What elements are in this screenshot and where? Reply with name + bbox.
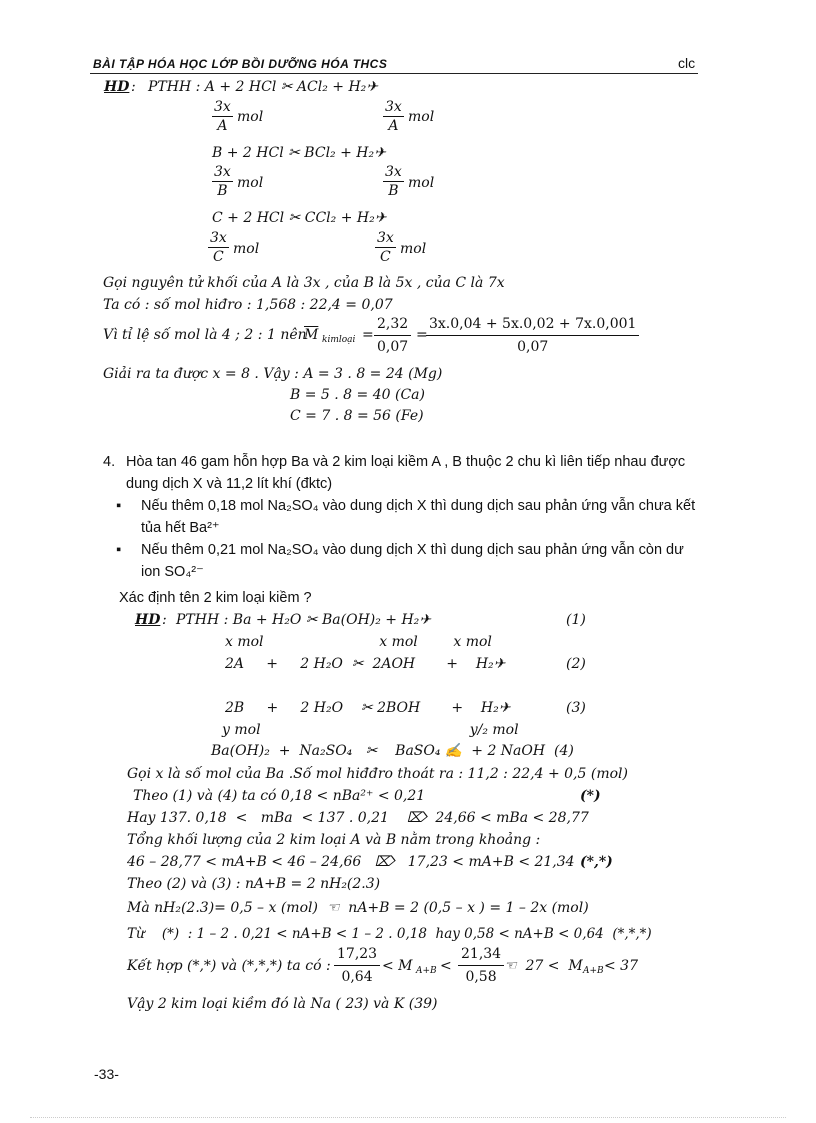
reaction-number: (3): [566, 700, 586, 716]
header-title: BÀI TẬP HÓA HỌC LỚP BỒI DƯỠNG HÓA THCS: [93, 57, 388, 71]
question-text: dung dịch X và 11,2 lít khí (đktc): [126, 476, 333, 492]
text-line: Gọi x là số mol của Ba .Số mol hiđđro thoát ra : 11,2 : 22,4 + 0,5 (mol): [127, 766, 628, 782]
hd-colon-1: :: [131, 79, 136, 95]
hd-colon-2: :: [162, 612, 167, 628]
hd-label-1: HD: [104, 79, 130, 95]
fraction-c-right: $\frac{3x}{C}$: [377, 230, 394, 265]
equals-sign: =: [362, 327, 374, 343]
text-line: Hay 137. 0,18 < mBa < 137 . 0,21 ⌦ 24,66 < mBa < 28,77: [127, 810, 589, 826]
fraction-b-left: $\frac{3x}{B}$: [214, 164, 231, 199]
reaction-3: 2B + 2 H₂O ✂ 2BOH + H₂✈: [225, 700, 511, 716]
hd-label-2: HD: [135, 612, 161, 628]
reaction-moles: y mol y/₂ mol: [222, 722, 519, 738]
bullet-icon: ▪: [116, 542, 122, 558]
m-bar: $\overline{M}$: [304, 327, 319, 343]
equation-a: PTHH : A + 2 HCl ✂ ACl₂ + H₂✈: [148, 79, 379, 95]
page-edge: [30, 1117, 786, 1118]
fraction-a-left: $\frac{3x}{A}$: [214, 99, 231, 134]
mol-unit: mol: [233, 241, 260, 257]
mol-unit: mol: [408, 175, 435, 191]
reaction-2: 2A + 2 H₂O ✂ 2AOH + H₂✈: [225, 656, 506, 672]
question-ask: Xác định tên 2 kim loại kiềm ?: [119, 590, 312, 606]
equation-b: B + 2 HCl ✂ BCl₂ + H₂✈: [212, 145, 386, 161]
mark: (*,*): [580, 854, 613, 870]
bullet-text: Nếu thêm 0,21 mol Na₂SO₄ vào dung dịch X thì dung dịch sau phản ứng vẫn còn dư: [141, 542, 684, 558]
fraction-b-right: $\frac{3x}{B}$: [385, 164, 402, 199]
mol-unit: mol: [237, 175, 264, 191]
conclusion: Vậy 2 kim loại kiềm đó là Na ( 23) và K (39): [127, 996, 438, 1012]
mol-unit: mol: [408, 109, 435, 125]
mol-unit: mol: [400, 241, 427, 257]
mark: (*): [580, 788, 601, 804]
header-rule: [90, 73, 698, 74]
fraction-upper: 21,34 0,58: [458, 944, 504, 987]
fraction-c-left: $\frac{3x}{C}$: [210, 230, 227, 265]
text-line: Vì tỉ lệ số mol là 4 ; 2 : 1 nên: [103, 327, 307, 343]
bullet-text: tủa hết Ba²⁺: [141, 520, 220, 536]
reaction-number: (2): [566, 656, 586, 672]
reaction-4: Ba(OH)₂ + Na₂SO₄ ✂ BaSO₄ ✍ + 2 NaOH (4): [211, 743, 574, 759]
equals-sign: =: [416, 327, 428, 343]
text-line: C = 7 . 8 = 56 (Fe): [290, 408, 424, 424]
reaction-number: (1): [566, 612, 586, 628]
page-number: -33-: [94, 1066, 119, 1082]
text-line: Ta có : số mol hiđro : 1,568 : 22,4 = 0,07: [103, 297, 393, 313]
bullet-icon: ▪: [116, 498, 122, 514]
reaction-1: PTHH : Ba + H₂O ✂ Ba(OH)₂ + H₂✈: [176, 612, 432, 628]
question-number: 4.: [103, 454, 116, 470]
result-expression: ☜ 27 < M: [504, 958, 583, 974]
bullet-text: ion SO₄²⁻: [141, 564, 204, 580]
equation-c: C + 2 HCl ✂ CCl₂ + H₂✈: [212, 210, 387, 226]
header-right: clc: [678, 55, 696, 71]
fraction-expression: 3x.0,04 + 5x.0,02 + 7x.0,001 0,07: [426, 314, 639, 357]
m-subscript: kimloại: [322, 335, 356, 345]
mol-unit: mol: [237, 109, 264, 125]
m-subscript: A+B: [583, 966, 604, 976]
m-subscript: A+B: [416, 966, 437, 976]
fraction-mass: 2,32 0,07: [374, 314, 411, 357]
text-line: Mà nH₂(2.3)= 0,5 – x (mol) ☜ nA+B = 2 (0,5 – x ) = 1 – 2x (mol): [127, 900, 589, 916]
text-line: 46 – 28,77 < mA+B < 46 – 24,66 ⌦ 17,23 < mA+B < 21,34: [127, 854, 575, 870]
text-line: Giải ra ta được x = 8 . Vậy : A = 3 . 8 = 24 (Mg): [103, 366, 443, 382]
text-line: Tổng khối lượng của 2 kim loại A và B nằm trong khoảng :: [127, 832, 541, 848]
inequality-sign: <: [440, 958, 452, 974]
text-line: Theo (1) và (4) ta có 0,18 < nBa²⁺ < 0,21: [133, 788, 426, 804]
fraction-a-right: $\frac{3x}{A}$: [385, 99, 402, 134]
text-line: Gọi nguyên tử khối của A là 3x , của B là 5x , của C là 7x: [103, 275, 505, 291]
question-text: Hòa tan 46 gam hỗn hợp Ba và 2 kim loại kiềm A , B thuộc 2 chu kì liên tiếp nhau được: [126, 454, 686, 470]
text-line: Từ (*) : 1 – 2 . 0,21 < nA+B < 1 – 2 . 0,18 hay 0,58 < nA+B < 0,64 (*,*,*): [127, 926, 652, 942]
m-bar-expression: < M: [382, 958, 413, 974]
bullet-text: Nếu thêm 0,18 mol Na₂SO₄ vào dung dịch X thì dung dịch sau phản ứng vẫn chưa kết: [141, 498, 696, 514]
result-bound: < 37: [604, 958, 638, 974]
text-line: B = 5 . 8 = 40 (Ca): [290, 387, 425, 403]
reaction-moles: x mol x mol x mol: [225, 634, 492, 650]
text-line: Theo (2) và (3) : nA+B = 2 nH₂(2.3): [127, 876, 381, 892]
text-line: Kết hợp (*,*) và (*,*,*) ta có :: [127, 958, 331, 974]
fraction-lower: 17,23 0,64: [334, 944, 380, 987]
